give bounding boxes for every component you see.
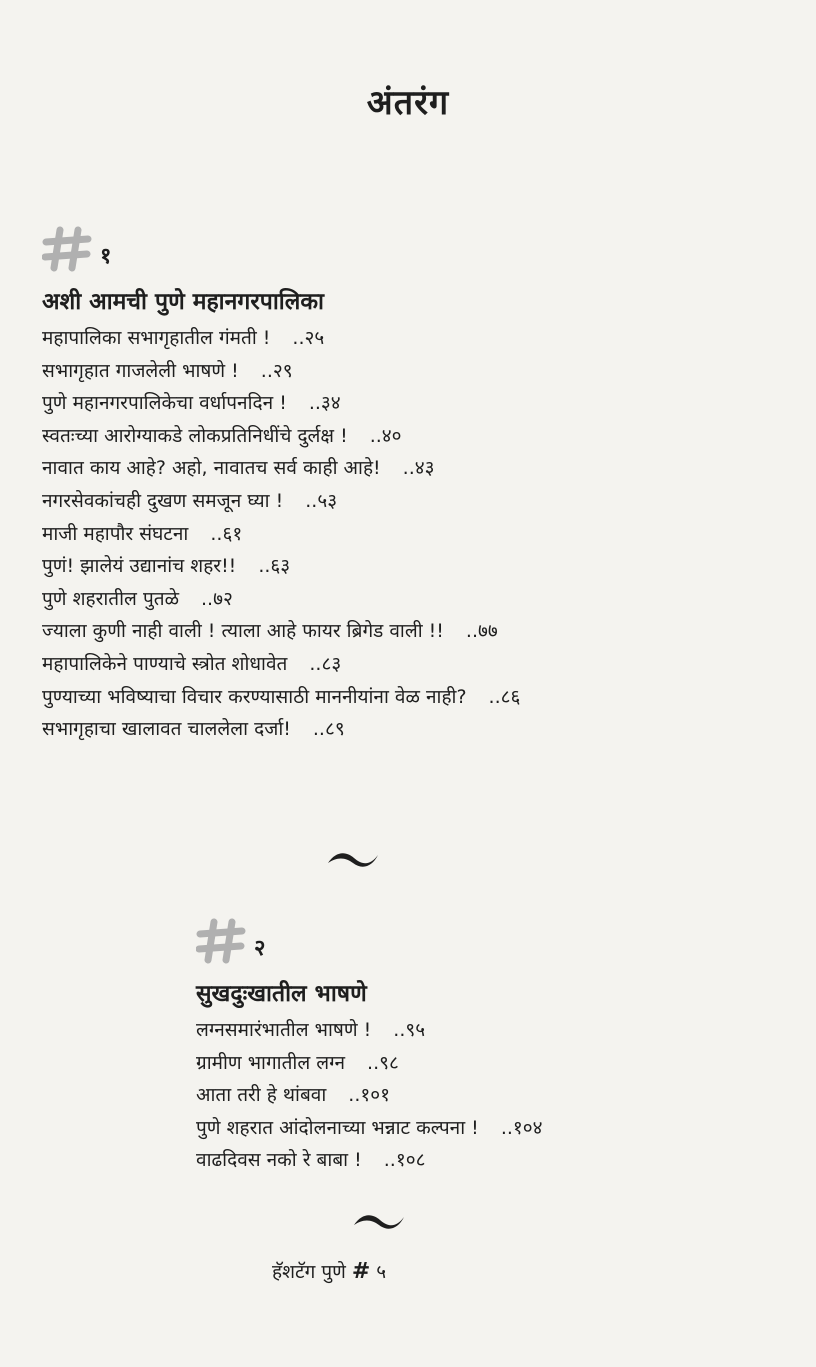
entry-title: सभागृहाचा खालावत चाललेला दर्जा!	[42, 718, 291, 741]
toc-entry	[42, 322, 520, 355]
entry-page-number: ..४०	[369, 424, 402, 447]
entry-page-number: ..८६	[488, 685, 521, 708]
entry-title: माजी महापौर संघटना	[42, 522, 189, 545]
section-1	[42, 220, 520, 746]
entry-page-number: ..८३	[309, 652, 342, 675]
entry-title: ज्याला कुणी नाही वाली ! त्याला आहे फायर ब्रिगेड वाली !!	[42, 620, 444, 643]
toc-entry	[42, 615, 520, 648]
entry-page-number: ..८९	[312, 718, 345, 741]
entry-page-number: ..७७	[465, 620, 498, 643]
toc-list	[196, 1014, 543, 1177]
entry-title: पुणे महानगरपालिकेचा वर्धापनदिन !	[42, 392, 287, 415]
entry-title: पुणं! झालेयं उद्यानांच शहर!!	[42, 555, 237, 578]
toc-entry	[42, 681, 520, 714]
toc-entry	[42, 583, 520, 616]
entry-page-number: ..२९	[260, 359, 293, 382]
hashtag-icon	[196, 918, 246, 964]
section-number: २	[254, 936, 266, 961]
toc-list	[42, 322, 520, 746]
entry-page-number: ..७२	[201, 587, 233, 610]
toc-entry	[42, 648, 520, 681]
page-footer	[272, 1258, 386, 1284]
toc-entry	[42, 387, 520, 420]
entry-page-number: ..९८	[367, 1051, 399, 1074]
hashtag-icon	[42, 226, 92, 272]
entry-page-number: ..१०८	[383, 1149, 426, 1172]
toc-entry	[42, 485, 520, 518]
entry-page-number: ..६१	[210, 522, 243, 545]
ornament-swirl	[326, 848, 380, 870]
entry-title: पुणे शहरात आंदोलनाच्या भन्नाट कल्पना !	[196, 1116, 479, 1139]
entry-title: सभागृहात गाजलेली भाषणे !	[42, 359, 239, 382]
toc-entry	[42, 452, 520, 485]
entry-page-number: ..५३	[305, 489, 338, 512]
entry-title: पुण्याच्या भविष्याचा विचार करण्यासाठी माननीयांना वेळ नाही?	[42, 685, 467, 708]
entry-page-number: ..९५	[393, 1019, 426, 1041]
entry-title: स्वतःच्या आरोग्याकडे लोकप्रतिनिधींचे दुर्लक्ष !	[42, 424, 348, 447]
toc-entry	[196, 1014, 543, 1047]
entry-title: लग्नसमारंभातील भाषणे !	[196, 1019, 372, 1041]
entry-page-number: ..१०४	[500, 1116, 543, 1139]
footer-hash-symbol: #	[351, 1259, 371, 1284]
footer-page-number: ५	[376, 1261, 387, 1283]
toc-entry	[196, 1079, 543, 1112]
toc-entry	[196, 1144, 543, 1177]
entry-page-number: ..२५	[292, 327, 325, 349]
toc-entry	[42, 518, 520, 551]
entry-page-number: ..६३	[258, 555, 291, 578]
section-2	[196, 912, 543, 1177]
entry-title: महापालिका सभागृहातील गंमती !	[42, 327, 271, 349]
entry-title: वाढदिवस नको रे बाबा !	[196, 1149, 362, 1172]
entry-title: महापालिकेने पाण्याचे स्त्रोत शोधावेत	[42, 652, 288, 675]
ornament-swirl	[352, 1210, 406, 1232]
page-title: अंतरंग	[366, 83, 450, 123]
entry-title: नावात काय आहे? अहो, नावातच सर्व काही आहे!	[42, 457, 381, 480]
entry-title: पुणे शहरातील पुतळे	[42, 587, 180, 610]
entry-title: नगरसेवकांचही दुखण समजून घ्या !	[42, 489, 284, 512]
toc-entry	[42, 550, 520, 583]
section-heading: सुखदुःखातील भाषणे	[196, 981, 367, 1007]
section-marker	[196, 912, 543, 964]
entry-page-number: ..३४	[308, 392, 341, 415]
toc-entry	[42, 420, 520, 453]
entry-page-number: ..१०१	[348, 1084, 391, 1107]
toc-entry	[196, 1047, 543, 1080]
toc-entry	[42, 355, 520, 388]
section-marker	[42, 220, 520, 272]
section-number: १	[100, 244, 112, 269]
section-heading: अशी आमची पुणे महानगरपालिका	[42, 289, 324, 315]
entry-title: ग्रामीण भागातील लग्न	[196, 1051, 346, 1074]
entry-title: आता तरी हे थांबवा	[196, 1084, 327, 1107]
footer-book-title: हॅशटॅग पुणे	[272, 1261, 346, 1283]
toc-entry	[42, 713, 520, 746]
entry-page-number: ..४३	[402, 457, 435, 480]
toc-entry	[196, 1112, 543, 1145]
